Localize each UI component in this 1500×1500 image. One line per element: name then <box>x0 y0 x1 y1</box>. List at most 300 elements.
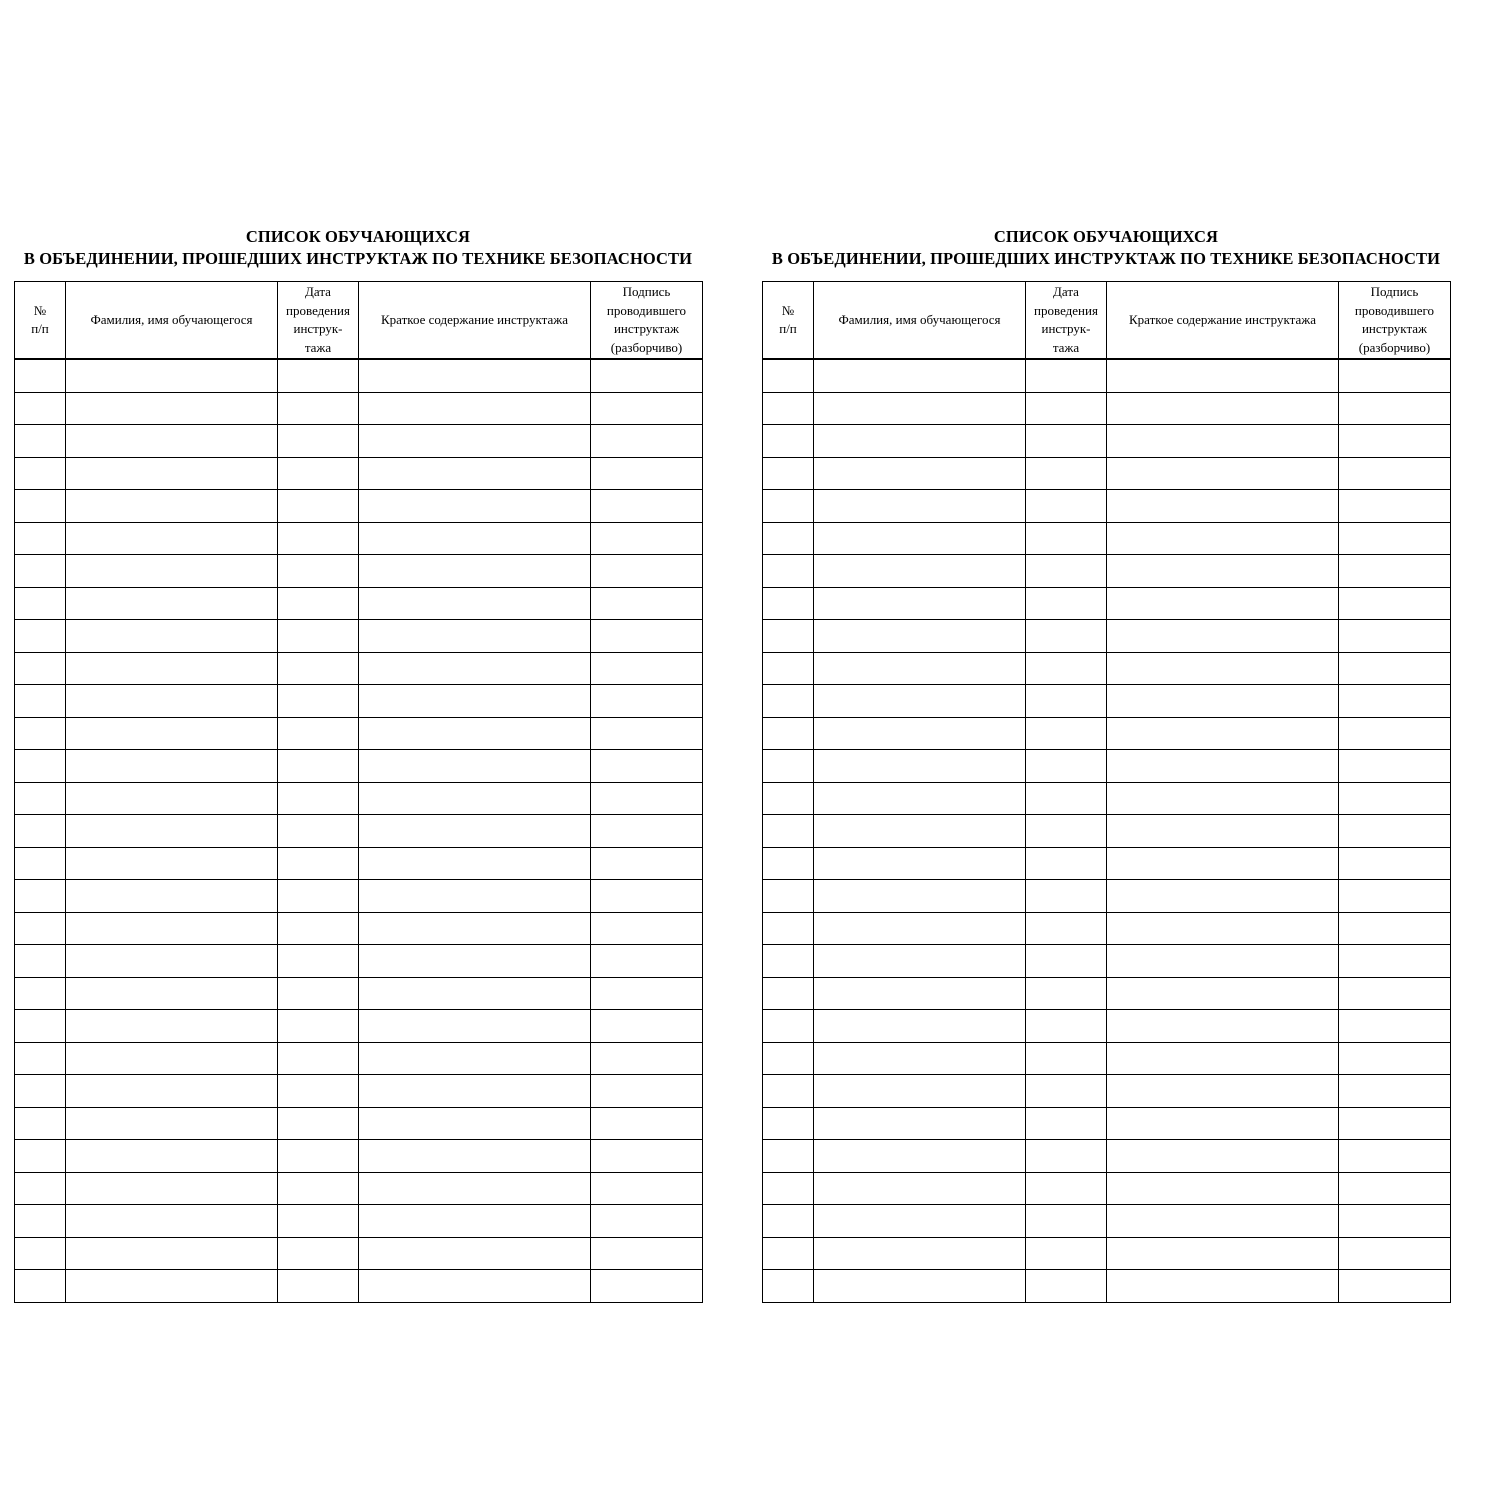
cell-summary[interactable] <box>359 425 591 458</box>
cell-number[interactable] <box>763 782 814 815</box>
cell-number[interactable] <box>763 1010 814 1043</box>
cell-date[interactable] <box>1026 457 1107 490</box>
cell-signature[interactable] <box>1339 815 1451 848</box>
cell-summary[interactable] <box>1107 555 1339 588</box>
cell-date[interactable] <box>1026 1140 1107 1173</box>
cell-date[interactable] <box>1026 1270 1107 1303</box>
cell-date[interactable] <box>1026 490 1107 523</box>
cell-number[interactable] <box>763 587 814 620</box>
table-row <box>763 815 1451 848</box>
cell-signature[interactable] <box>591 1010 703 1043</box>
cell-number[interactable] <box>763 522 814 555</box>
cell-summary[interactable] <box>1107 359 1339 392</box>
cell-number[interactable] <box>15 587 66 620</box>
cell-date[interactable] <box>278 555 359 588</box>
cell-date[interactable] <box>1026 522 1107 555</box>
cell-summary[interactable] <box>1107 425 1339 458</box>
cell-student-name[interactable] <box>814 912 1026 945</box>
cell-signature[interactable] <box>1339 880 1451 913</box>
cell-number[interactable] <box>763 847 814 880</box>
cell-student-name[interactable] <box>814 1270 1026 1303</box>
cell-number[interactable] <box>15 652 66 685</box>
cell-student-name[interactable] <box>66 620 278 653</box>
cell-summary[interactable] <box>1107 880 1339 913</box>
cell-number[interactable] <box>15 815 66 848</box>
cell-number[interactable] <box>763 945 814 978</box>
cell-signature[interactable] <box>591 1075 703 1108</box>
table-row <box>15 652 703 685</box>
cell-signature[interactable] <box>591 555 703 588</box>
cell-number[interactable] <box>15 457 66 490</box>
cell-number[interactable] <box>763 1205 814 1238</box>
cell-signature[interactable] <box>1339 912 1451 945</box>
cell-signature[interactable] <box>591 750 703 783</box>
cell-student-name[interactable] <box>814 750 1026 783</box>
cell-summary[interactable] <box>359 717 591 750</box>
cell-summary[interactable] <box>359 945 591 978</box>
cell-signature[interactable] <box>591 1205 703 1238</box>
cell-student-name[interactable] <box>814 490 1026 523</box>
cell-date[interactable] <box>1026 1107 1107 1140</box>
cell-date[interactable] <box>278 912 359 945</box>
cell-number[interactable] <box>15 1205 66 1238</box>
cell-date[interactable] <box>278 1205 359 1238</box>
cell-date[interactable] <box>278 815 359 848</box>
cell-student-name[interactable] <box>66 1042 278 1075</box>
cell-number[interactable] <box>15 620 66 653</box>
cell-date[interactable] <box>1026 880 1107 913</box>
cell-signature[interactable] <box>1339 1042 1451 1075</box>
cell-summary[interactable] <box>359 1172 591 1205</box>
cell-signature[interactable] <box>591 587 703 620</box>
cell-summary[interactable] <box>1107 522 1339 555</box>
cell-number[interactable] <box>15 1237 66 1270</box>
cell-summary[interactable] <box>359 620 591 653</box>
cell-number[interactable] <box>763 717 814 750</box>
cell-signature[interactable] <box>591 1172 703 1205</box>
cell-summary[interactable] <box>359 1107 591 1140</box>
cell-signature[interactable] <box>1339 1010 1451 1043</box>
cell-signature[interactable] <box>591 880 703 913</box>
cell-student-name[interactable] <box>66 880 278 913</box>
cell-student-name[interactable] <box>814 392 1026 425</box>
cell-summary[interactable] <box>359 522 591 555</box>
cell-date[interactable] <box>278 490 359 523</box>
cell-summary[interactable] <box>1107 782 1339 815</box>
cell-number[interactable] <box>15 912 66 945</box>
cell-number[interactable] <box>763 815 814 848</box>
cell-date[interactable] <box>1026 815 1107 848</box>
cell-signature[interactable] <box>1339 1140 1451 1173</box>
cell-signature[interactable] <box>1339 457 1451 490</box>
cell-signature[interactable] <box>591 977 703 1010</box>
cell-summary[interactable] <box>359 555 591 588</box>
cell-date[interactable] <box>1026 945 1107 978</box>
cell-summary[interactable] <box>359 490 591 523</box>
cell-signature[interactable] <box>1339 750 1451 783</box>
cell-date[interactable] <box>278 945 359 978</box>
cell-number[interactable] <box>15 685 66 718</box>
cell-date[interactable] <box>1026 392 1107 425</box>
cell-signature[interactable] <box>1339 717 1451 750</box>
cell-student-name[interactable] <box>66 1010 278 1043</box>
cell-student-name[interactable] <box>66 750 278 783</box>
cell-signature[interactable] <box>1339 490 1451 523</box>
cell-date[interactable] <box>278 652 359 685</box>
cell-date[interactable] <box>278 750 359 783</box>
cell-number[interactable] <box>763 620 814 653</box>
cell-summary[interactable] <box>359 847 591 880</box>
cell-student-name[interactable] <box>814 1042 1026 1075</box>
cell-date[interactable] <box>278 1010 359 1043</box>
cell-number[interactable] <box>763 880 814 913</box>
cell-date[interactable] <box>1026 1205 1107 1238</box>
cell-date[interactable] <box>1026 1075 1107 1108</box>
table-row <box>763 880 1451 913</box>
cell-date[interactable] <box>1026 750 1107 783</box>
cell-student-name[interactable] <box>66 652 278 685</box>
cell-student-name[interactable] <box>814 587 1026 620</box>
cell-summary[interactable] <box>1107 717 1339 750</box>
cell-summary[interactable] <box>359 457 591 490</box>
cell-date[interactable] <box>278 717 359 750</box>
cell-date[interactable] <box>1026 912 1107 945</box>
cell-number[interactable] <box>15 392 66 425</box>
cell-summary[interactable] <box>1107 652 1339 685</box>
cell-number[interactable] <box>15 359 66 392</box>
cell-number[interactable] <box>763 1270 814 1303</box>
cell-date[interactable] <box>278 685 359 718</box>
cell-signature[interactable] <box>1339 392 1451 425</box>
cell-student-name[interactable] <box>66 685 278 718</box>
cell-date[interactable] <box>1026 1237 1107 1270</box>
cell-student-name[interactable] <box>814 425 1026 458</box>
cell-summary[interactable] <box>359 1140 591 1173</box>
cell-signature[interactable] <box>1339 945 1451 978</box>
cell-summary[interactable] <box>1107 587 1339 620</box>
cell-signature[interactable] <box>1339 620 1451 653</box>
cell-signature[interactable] <box>591 620 703 653</box>
cell-student-name[interactable] <box>66 1172 278 1205</box>
cell-number[interactable] <box>15 782 66 815</box>
cell-signature[interactable] <box>591 359 703 392</box>
cell-signature[interactable] <box>1339 685 1451 718</box>
cell-student-name[interactable] <box>66 945 278 978</box>
cell-student-name[interactable] <box>814 1010 1026 1043</box>
cell-summary[interactable] <box>1107 912 1339 945</box>
cell-signature[interactable] <box>591 425 703 458</box>
cell-student-name[interactable] <box>814 945 1026 978</box>
cell-student-name[interactable] <box>66 490 278 523</box>
cell-number[interactable] <box>15 425 66 458</box>
cell-student-name[interactable] <box>814 685 1026 718</box>
cell-date[interactable] <box>278 425 359 458</box>
cell-student-name[interactable] <box>66 1270 278 1303</box>
cell-number[interactable] <box>763 685 814 718</box>
cell-summary[interactable] <box>1107 1042 1339 1075</box>
cell-number[interactable] <box>15 490 66 523</box>
cell-signature[interactable] <box>1339 1205 1451 1238</box>
cell-summary[interactable] <box>359 880 591 913</box>
cell-number[interactable] <box>15 555 66 588</box>
cell-student-name[interactable] <box>66 425 278 458</box>
cell-student-name[interactable] <box>814 620 1026 653</box>
cell-summary[interactable] <box>359 750 591 783</box>
cell-number[interactable] <box>763 652 814 685</box>
cell-signature[interactable] <box>1339 652 1451 685</box>
cell-number[interactable] <box>763 912 814 945</box>
cell-number[interactable] <box>763 392 814 425</box>
cell-number[interactable] <box>763 1107 814 1140</box>
cell-student-name[interactable] <box>814 1172 1026 1205</box>
cell-summary[interactable] <box>1107 1270 1339 1303</box>
cell-summary[interactable] <box>359 1075 591 1108</box>
cell-student-name[interactable] <box>814 847 1026 880</box>
cell-student-name[interactable] <box>66 1075 278 1108</box>
cell-summary[interactable] <box>359 815 591 848</box>
cell-number[interactable] <box>15 977 66 1010</box>
cell-signature[interactable] <box>591 457 703 490</box>
cell-date[interactable] <box>278 359 359 392</box>
cell-number[interactable] <box>763 490 814 523</box>
cell-summary[interactable] <box>359 912 591 945</box>
table-row <box>15 1010 703 1043</box>
cell-number[interactable] <box>763 555 814 588</box>
form-left <box>14 226 702 355</box>
cell-signature[interactable] <box>1339 1075 1451 1108</box>
cell-signature[interactable] <box>1339 1237 1451 1270</box>
cell-date[interactable] <box>1026 620 1107 653</box>
cell-student-name[interactable] <box>66 1107 278 1140</box>
cell-student-name[interactable] <box>814 555 1026 588</box>
cell-student-name[interactable] <box>66 522 278 555</box>
cell-student-name[interactable] <box>66 392 278 425</box>
cell-summary[interactable] <box>359 652 591 685</box>
cell-summary[interactable] <box>1107 620 1339 653</box>
cell-signature[interactable] <box>591 1140 703 1173</box>
cell-summary[interactable] <box>359 587 591 620</box>
cell-number[interactable] <box>15 945 66 978</box>
cell-date[interactable] <box>278 1237 359 1270</box>
cell-student-name[interactable] <box>814 1107 1026 1140</box>
cell-summary[interactable] <box>1107 490 1339 523</box>
cell-number[interactable] <box>763 977 814 1010</box>
cell-student-name[interactable] <box>814 457 1026 490</box>
cell-summary[interactable] <box>1107 392 1339 425</box>
table-body <box>15 359 703 1302</box>
cell-date[interactable] <box>278 1042 359 1075</box>
cell-number[interactable] <box>15 1140 66 1173</box>
form-title <box>762 226 1450 270</box>
cell-student-name[interactable] <box>814 1075 1026 1108</box>
cell-number[interactable] <box>15 1075 66 1108</box>
cell-number[interactable] <box>763 750 814 783</box>
cell-signature[interactable] <box>591 1237 703 1270</box>
cell-summary[interactable] <box>1107 1172 1339 1205</box>
cell-student-name[interactable] <box>66 912 278 945</box>
cell-student-name[interactable] <box>814 977 1026 1010</box>
cell-student-name[interactable] <box>814 815 1026 848</box>
cell-summary[interactable] <box>1107 815 1339 848</box>
cell-date[interactable] <box>278 880 359 913</box>
column-header-signature: Подпись проводившего инструктаж (разборчиво) <box>1339 282 1451 360</box>
cell-summary[interactable] <box>359 1205 591 1238</box>
cell-number[interactable] <box>15 522 66 555</box>
form-right <box>762 226 1450 355</box>
cell-signature[interactable] <box>591 522 703 555</box>
cell-student-name[interactable] <box>66 847 278 880</box>
cell-date[interactable] <box>278 847 359 880</box>
cell-date[interactable] <box>278 1140 359 1173</box>
cell-number[interactable] <box>15 1010 66 1043</box>
cell-date[interactable] <box>1026 782 1107 815</box>
cell-number[interactable] <box>763 1237 814 1270</box>
cell-signature[interactable] <box>1339 977 1451 1010</box>
cell-number[interactable] <box>763 1140 814 1173</box>
cell-student-name[interactable] <box>66 1237 278 1270</box>
cell-student-name[interactable] <box>814 717 1026 750</box>
cell-signature[interactable] <box>591 945 703 978</box>
cell-summary[interactable] <box>1107 685 1339 718</box>
cell-student-name[interactable] <box>66 977 278 1010</box>
cell-number[interactable] <box>15 847 66 880</box>
cell-student-name[interactable] <box>814 1140 1026 1173</box>
cell-student-name[interactable] <box>66 815 278 848</box>
cell-number[interactable] <box>15 1107 66 1140</box>
cell-date[interactable] <box>1026 685 1107 718</box>
cell-signature[interactable] <box>591 782 703 815</box>
cell-summary[interactable] <box>359 1237 591 1270</box>
cell-summary[interactable] <box>359 1270 591 1303</box>
cell-signature[interactable] <box>1339 587 1451 620</box>
cell-date[interactable] <box>1026 717 1107 750</box>
cell-signature[interactable] <box>591 490 703 523</box>
cell-number[interactable] <box>763 425 814 458</box>
cell-number[interactable] <box>763 1172 814 1205</box>
cell-date[interactable] <box>1026 555 1107 588</box>
cell-summary[interactable] <box>359 685 591 718</box>
cell-date[interactable] <box>278 1107 359 1140</box>
cell-summary[interactable] <box>1107 945 1339 978</box>
cell-signature[interactable] <box>591 717 703 750</box>
cell-number[interactable] <box>15 880 66 913</box>
cell-summary[interactable] <box>359 782 591 815</box>
cell-student-name[interactable] <box>66 457 278 490</box>
cell-number[interactable] <box>763 1042 814 1075</box>
cell-summary[interactable] <box>1107 1140 1339 1173</box>
cell-signature[interactable] <box>1339 782 1451 815</box>
cell-summary[interactable] <box>1107 847 1339 880</box>
cell-summary[interactable] <box>359 359 591 392</box>
cell-signature[interactable] <box>591 1107 703 1140</box>
cell-student-name[interactable] <box>814 880 1026 913</box>
cell-date[interactable] <box>1026 359 1107 392</box>
cell-date[interactable] <box>278 522 359 555</box>
cell-student-name[interactable] <box>66 1205 278 1238</box>
cell-summary[interactable] <box>1107 1205 1339 1238</box>
cell-signature[interactable] <box>591 815 703 848</box>
cell-student-name[interactable] <box>66 1140 278 1173</box>
cell-signature[interactable] <box>1339 1107 1451 1140</box>
cell-signature[interactable] <box>1339 425 1451 458</box>
cell-number[interactable] <box>15 750 66 783</box>
cell-signature[interactable] <box>591 652 703 685</box>
cell-summary[interactable] <box>1107 1107 1339 1140</box>
cell-date[interactable] <box>1026 587 1107 620</box>
cell-summary[interactable] <box>359 1042 591 1075</box>
cell-signature[interactable] <box>591 1270 703 1303</box>
cell-student-name[interactable] <box>814 652 1026 685</box>
cell-summary[interactable] <box>1107 1010 1339 1043</box>
cell-summary[interactable] <box>1107 457 1339 490</box>
cell-student-name[interactable] <box>66 359 278 392</box>
cell-signature[interactable] <box>1339 1172 1451 1205</box>
cell-date[interactable] <box>1026 1042 1107 1075</box>
cell-summary[interactable] <box>1107 750 1339 783</box>
cell-date[interactable] <box>1026 1172 1107 1205</box>
cell-student-name[interactable] <box>66 587 278 620</box>
cell-date[interactable] <box>278 977 359 1010</box>
cell-student-name[interactable] <box>814 522 1026 555</box>
cell-summary[interactable] <box>359 392 591 425</box>
cell-number[interactable] <box>15 1172 66 1205</box>
cell-date[interactable] <box>278 1075 359 1108</box>
cell-date[interactable] <box>278 782 359 815</box>
cell-date[interactable] <box>1026 425 1107 458</box>
cell-summary[interactable] <box>359 1010 591 1043</box>
cell-summary[interactable] <box>1107 977 1339 1010</box>
title-line-2: В ОБЪЕДИНЕНИИ, ПРОШЕДШИХ ИНСТРУКТАЖ ПО ТЕХНИКЕ БЕЗОПАСНОСТИ <box>771 249 1441 268</box>
cell-summary[interactable] <box>1107 1075 1339 1108</box>
cell-date[interactable] <box>1026 652 1107 685</box>
cell-signature[interactable] <box>1339 555 1451 588</box>
cell-student-name[interactable] <box>814 1237 1026 1270</box>
cell-student-name[interactable] <box>66 555 278 588</box>
cell-student-name[interactable] <box>814 359 1026 392</box>
cell-signature[interactable] <box>1339 522 1451 555</box>
cell-signature[interactable] <box>1339 359 1451 392</box>
cell-date[interactable] <box>278 1270 359 1303</box>
cell-summary[interactable] <box>1107 1237 1339 1270</box>
cell-summary[interactable] <box>359 977 591 1010</box>
cell-signature[interactable] <box>591 392 703 425</box>
cell-signature[interactable] <box>591 685 703 718</box>
cell-signature[interactable] <box>1339 1270 1451 1303</box>
cell-number[interactable] <box>15 1042 66 1075</box>
cell-date[interactable] <box>278 392 359 425</box>
cell-signature[interactable] <box>591 1042 703 1075</box>
cell-student-name[interactable] <box>814 782 1026 815</box>
cell-student-name[interactable] <box>66 782 278 815</box>
cell-date[interactable] <box>278 457 359 490</box>
cell-student-name[interactable] <box>66 717 278 750</box>
cell-number[interactable] <box>763 457 814 490</box>
cell-number[interactable] <box>763 359 814 392</box>
cell-date[interactable] <box>1026 977 1107 1010</box>
cell-number[interactable] <box>763 1075 814 1108</box>
cell-date[interactable] <box>278 587 359 620</box>
cell-signature[interactable] <box>1339 847 1451 880</box>
cell-signature[interactable] <box>591 912 703 945</box>
cell-student-name[interactable] <box>814 1205 1026 1238</box>
cell-date[interactable] <box>278 1172 359 1205</box>
cell-number[interactable] <box>15 1270 66 1303</box>
cell-date[interactable] <box>1026 1010 1107 1043</box>
cell-number[interactable] <box>15 717 66 750</box>
cell-date[interactable] <box>278 620 359 653</box>
cell-date[interactable] <box>1026 847 1107 880</box>
cell-signature[interactable] <box>591 847 703 880</box>
